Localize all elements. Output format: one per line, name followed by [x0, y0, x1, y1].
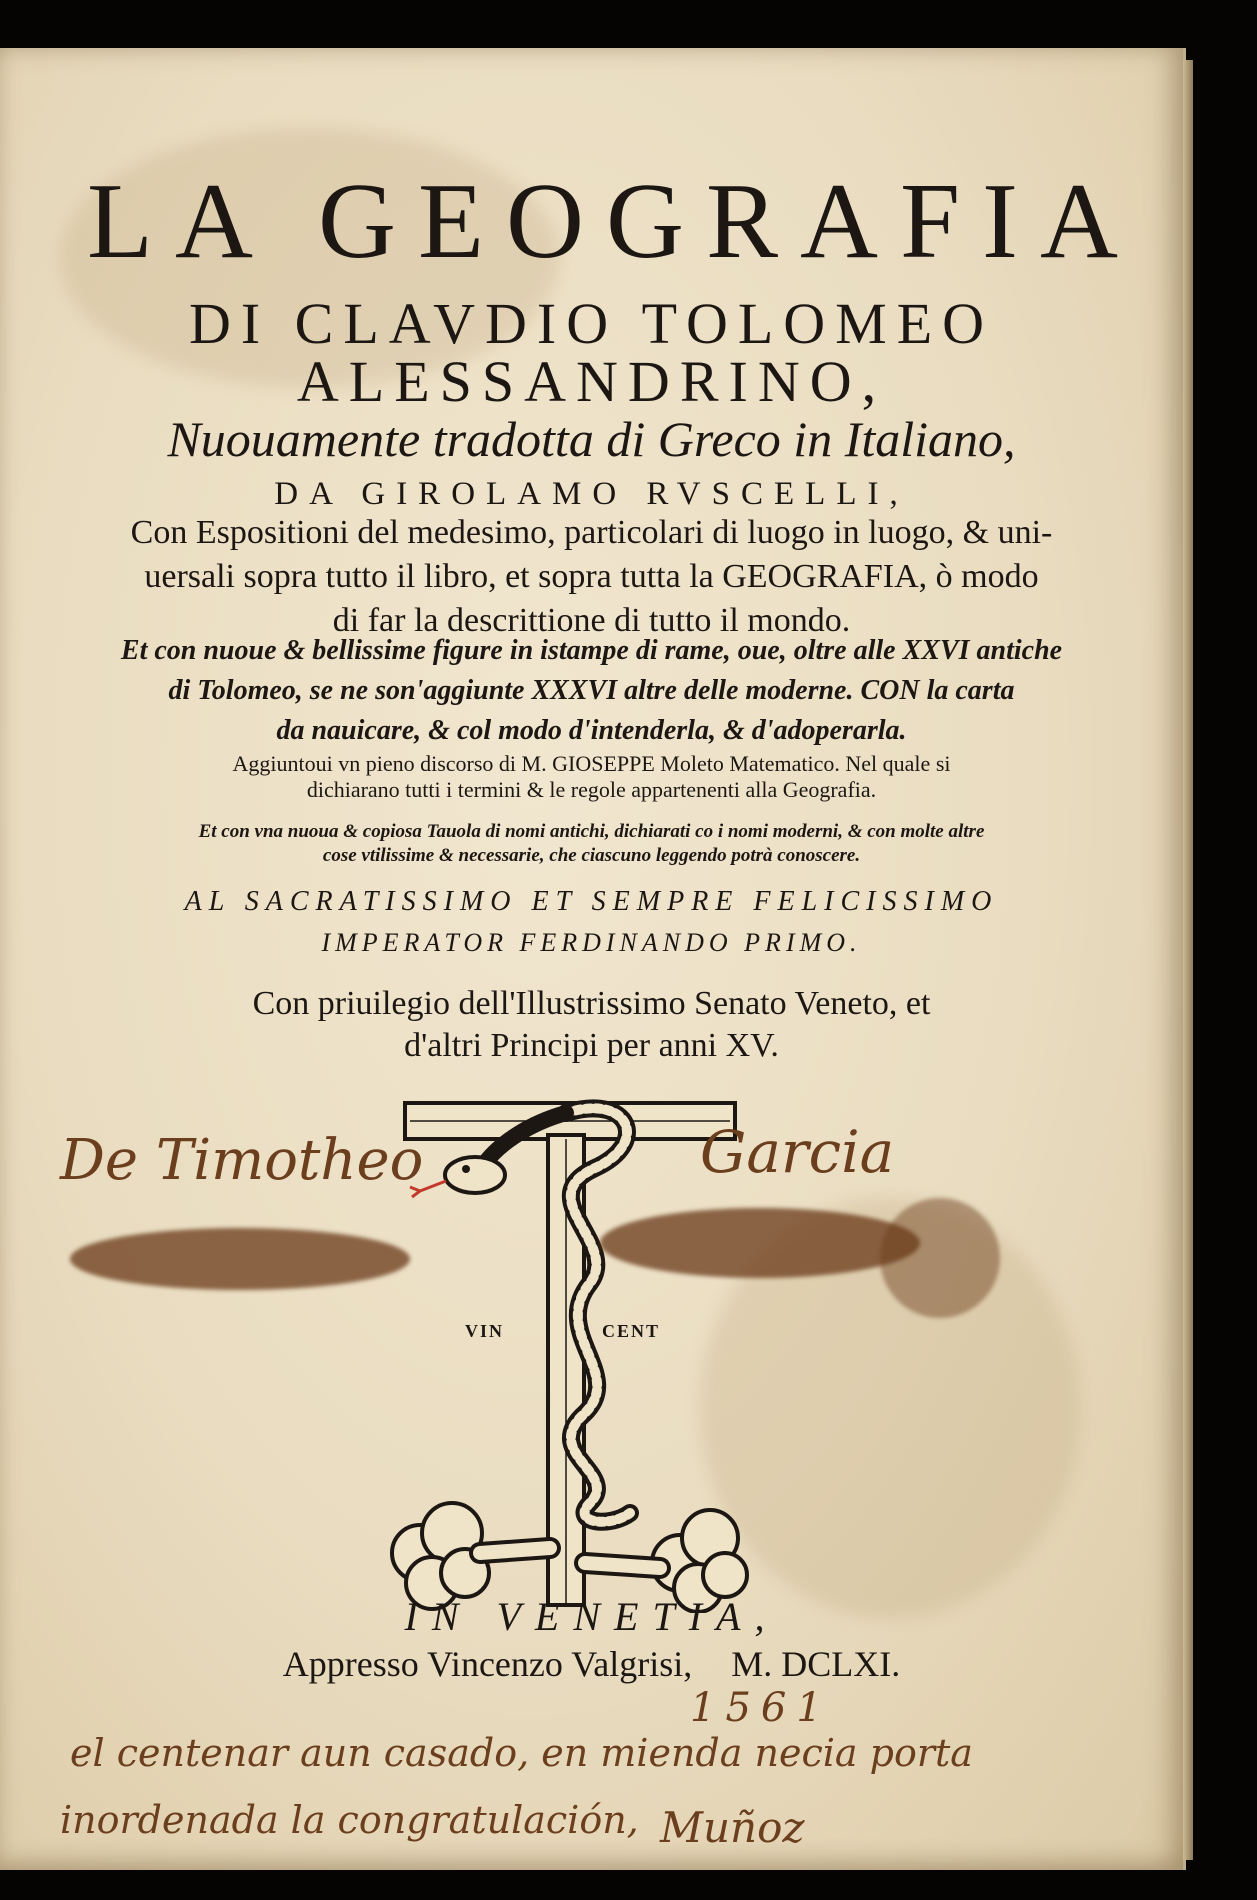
table-block: [0, 820, 1183, 868]
figures-line: da nauicare, & col modo d'intenderla, & d'adoperarla.: [276, 715, 907, 746]
handwritten-note-line: el centenar aun casado, en mienda necia porta: [70, 1731, 973, 1775]
description-line: di far la descrittione di tutto il mondo.: [332, 602, 851, 639]
handwritten-owner-left: De Timotheo: [60, 1128, 424, 1193]
privilege-block: [0, 983, 1183, 1067]
page-edge: [1183, 60, 1193, 1860]
description-line: uersali sopra tutto il libro, et sopra tutta la GEOGRAFIA, ò modo: [144, 558, 1039, 595]
description-block: [0, 511, 1183, 643]
figures-block: [0, 631, 1183, 751]
handwritten-date-correction: 1561: [690, 1685, 832, 1731]
privilege-line: Con priuilegio dell'Illustrissimo Senato Veneto, et: [252, 985, 931, 1022]
handwritten-signature: Muñoz: [660, 1803, 805, 1852]
ink-blot: [70, 1228, 410, 1290]
imprint-line: [0, 1643, 1183, 1685]
figures-line: Et con nuoue & bellissime figure in istampe di rame, oue, oltre alle XXVI antiche: [120, 635, 1063, 666]
dedication-line: IMPERATOR FERDINANDO PRIMO.: [321, 928, 862, 957]
privilege-line: d'altri Principi per anni XV.: [404, 1027, 779, 1064]
discourse-block: [0, 751, 1183, 803]
ink-blot: [600, 1208, 920, 1278]
translation-note: Nuouamente tradotta di Greco in Italiano,: [167, 411, 1016, 467]
author-line: DI CLAVDIO TOLOMEO: [188, 291, 995, 356]
device-motto-right: CENT: [602, 1321, 661, 1341]
handwritten-note-line: inordenada la congratulación,: [60, 1798, 639, 1842]
imprint-publisher: Appresso Vincenzo Valgrisi,: [282, 1644, 693, 1684]
flourish-mark: [880, 1198, 1000, 1318]
author-origin: ALESSANDRINO,: [296, 349, 887, 414]
discourse-line: dichiarano tutti i termini & le regole appartenenti alla Geografia.: [306, 777, 877, 802]
imprint-place: IN VENETIA,: [404, 1594, 779, 1639]
book-title: LA GEOGRAFIA: [86, 162, 1140, 281]
discourse-line: Aggiuntoui vn pieno discorso di M. GIOSEPPE Moleto Matematico. Nel quale si: [232, 751, 951, 776]
dedication-line: AL SACRATISSIMO ET SEMPRE FELICISSIMO: [184, 886, 999, 917]
device-motto-left: VIN: [465, 1321, 505, 1341]
imprint-date: M. DCLXI.: [731, 1644, 901, 1684]
translator: DA GIROLAMO RVSCELLI,: [274, 476, 909, 512]
figures-line: di Tolomeo, se ne son'aggiunte XXXVI altre delle moderne. CON la carta: [168, 675, 1015, 706]
table-line: cose vtilissime & necessarie, che ciascuno leggendo potrà conoscere.: [322, 845, 861, 866]
handwritten-owner-right: Garcia: [700, 1118, 895, 1186]
title-page: [0, 48, 1186, 1870]
description-line: Con Espositioni del medesimo, particolari di luogo in luogo, & uni-: [130, 514, 1053, 551]
table-line: Et con vna nuoua & copiosa Tauola di nomi antichi, dichiarati co i nomi moderni, & con molte altre: [198, 821, 985, 842]
